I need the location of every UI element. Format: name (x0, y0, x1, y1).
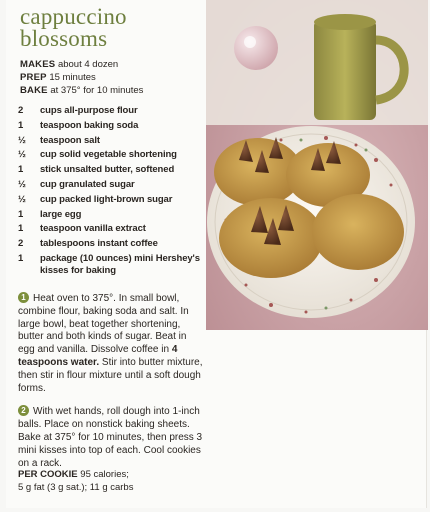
ingredient-quantity: 2 (18, 105, 24, 116)
step-number-badge: 1 (18, 292, 29, 303)
step-text-continued: Stir into butter mixture, then stir in flour mixture until a soft dough forms. (18, 356, 203, 394)
ingredient-item (18, 105, 208, 118)
cookie-photo-illustration (206, 0, 428, 330)
ingredient-quantity: ½ (18, 178, 26, 190)
makes-label: MAKES (20, 59, 56, 70)
ornament-icon (234, 26, 278, 70)
ingredient-text: large egg (40, 208, 82, 220)
ingredient-item (18, 135, 208, 148)
ingredient-quantity: 2 (18, 238, 24, 250)
ingredient-quantity: ½ (18, 193, 26, 205)
nutrition-info (18, 468, 208, 494)
prep-value: 15 minutes (49, 72, 96, 83)
bake-label: BAKE (20, 85, 48, 96)
ingredient-item (18, 120, 208, 133)
step-number-badge: 2 (18, 405, 29, 416)
recipe-photo (206, 0, 428, 330)
ingredient-item (18, 179, 208, 192)
ingredient-quantity: 1 (18, 223, 24, 235)
ingredient-quantity: 1 (18, 252, 24, 264)
prep-label: PREP (20, 72, 47, 83)
ingredient-text: cup granulated sugar (40, 178, 135, 190)
ingredient-quantity: 1 (18, 119, 24, 131)
ingredient-item (18, 194, 208, 207)
ingredient-item (18, 238, 208, 251)
bake-value: at 375° for 10 minutes (50, 85, 144, 96)
ingredient-text: teaspoon baking soda (40, 119, 139, 131)
recipe-meta (20, 58, 208, 97)
ingredient-quantity: ½ (18, 149, 26, 161)
ingredient-text: tablespoons instant coffee (40, 238, 158, 250)
ingredient-list (18, 105, 208, 278)
ingredient-text: stick unsalted butter, softened (40, 164, 175, 176)
ingredient-quantity: 1 (18, 164, 24, 176)
cookie (312, 194, 404, 270)
nutrition-line-2: 5 g fat (3 g sat.); 11 g carbs (18, 482, 134, 493)
ingredient-item (18, 223, 208, 236)
ingredient-item (18, 253, 208, 278)
ingredient-text: cups all-purpose flour (40, 105, 138, 116)
nutrition-label: PER COOKIE (18, 469, 78, 480)
makes-line (20, 58, 208, 71)
prep-line (20, 71, 208, 84)
ingredient-item (18, 164, 208, 177)
instruction-step (18, 405, 203, 470)
cookie (219, 198, 323, 278)
nutrition-line-1 (18, 468, 208, 481)
recipe-text-column (18, 6, 208, 280)
title-line-1: cappuccino (20, 4, 127, 29)
ingredient-text: teaspoon vanilla extract (40, 223, 146, 235)
ingredient-text: cup packed light-brown sugar (40, 193, 173, 205)
ingredient-item (18, 149, 208, 162)
title-line-2: blossoms (20, 26, 108, 51)
nutrition-calories: 95 calories; (80, 469, 129, 480)
ingredient-quantity: ½ (18, 134, 26, 146)
step-text: With wet hands, roll dough into 1-inch balls. Place on nonstick baking sheets. Bake at 375° for 10 minutes, then press 3 mini kisses into top of each. Cool cookies on a rack. (18, 406, 203, 469)
ingredient-text: teaspoon salt (40, 134, 100, 146)
step-text: Heat oven to 375°. In small bowl, combine flour, baking soda and salt. In large bowl, beat together shortening, butter and both kinds of sugar. Beat in egg and vanilla. Dissolve coffee in (18, 293, 189, 356)
recipe-title (20, 6, 208, 50)
ingredient-text: package (10 ounces) mini Hershey's kisses for baking (40, 252, 200, 277)
ingredient-quantity: 1 (18, 208, 24, 220)
instruction-step (18, 292, 203, 395)
ingredient-item (18, 209, 208, 222)
instructions (18, 292, 203, 472)
ingredient-text: cup solid vegetable shortening (40, 149, 177, 161)
step-bold-text: 4 teaspoons water. (18, 344, 178, 368)
makes-value: about 4 dozen (57, 59, 119, 70)
recipe-card (6, 0, 427, 508)
bake-line (20, 84, 208, 97)
